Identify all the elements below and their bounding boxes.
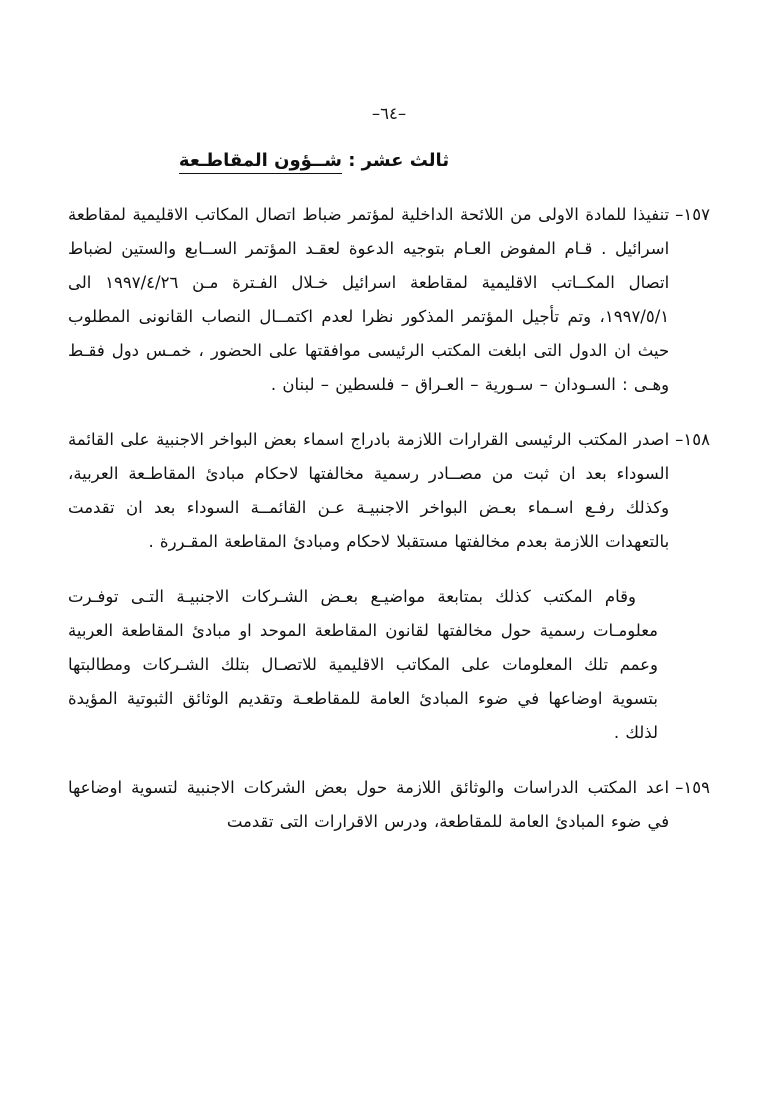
paragraph-number: ١٥٨–: [675, 430, 710, 449]
paragraph-number: ١٥٩–: [675, 778, 710, 797]
paragraph-text: اعد المكتب الدراسات والوثائق اللازمة حول بعض الشركات الاجنبية لتسوية اوضاعها في ضوء المبادئ العامة للمقاطعة، ودرس الاقرارات التى تقدمت: [68, 778, 670, 831]
paragraph-158-continuation: [68, 580, 658, 750]
section-heading: [68, 150, 710, 174]
page-content: [68, 150, 710, 860]
paragraph-159: [68, 771, 710, 839]
page-number: –٦٤–: [371, 104, 407, 123]
paragraph-157: [68, 198, 710, 402]
paragraph-text: اصدر المكتب الرئيسى القرارات اللازمة بادراج اسماء بعض البواخر الاجنبية على القائمة السوداء بعد ان ثبت من مصــادر رسمية مخالفتها لاحكام مبادئ المقاطـعة العربية، وكذلك رفـع اسـماء بعـض البواخر الاجنبيـة عـن القائمــة السوداء بعد ان تقدمت بالتعهدات اللازمة بعدم مخالفتها مستقبلا لاحكام ومبادئ المقاطعة المقـررة .: [68, 430, 670, 551]
paragraph-number: ١٥٧–: [675, 205, 710, 224]
paragraph-text: تنفيذا للمادة الاولى من اللائحة الداخلية لمؤتمر ضباط اتصال المكاتب الاقليمية لمقاطعة اسرائيل . قـام المفوض العـام بتوجيه الدعوة لعقـد المؤتمر الســابع والستين لضباط اتصال المكــاتب الاقليمية لمقاطعة اسرائيل خـلال الفـترة مـن ١٩٩٧/٤/٢٦ الى ١٩٩٧/٥/١، وتم تأجيل المؤتمر المذكور نظرا لعدم اكتمــال النصاب القانونى المطلوب حيث ان الدول التى ابلغت المكتب الرئيسى موافقتها على الحضور ، خمـس دول فقـط وهـى : السـودان – سـورية – العـراق – فلسطين – لبنان .: [68, 205, 670, 394]
paragraph-text: وقام المكتب كذلك بمتابعة مواضيـع بعـض الشـركات الاجنبيـة التـى توفـرت معلومـات رسمية حول مخالفتها لقانون المقاطعة الموحد او مبادئ المقاطعة العربية وعمم تلك المعلومات على المكاتب الاقليمية للاتصـال بتلك الشـركات ومطالبتها بتسوية اوضاعها في ضوء المبادئ العامة للمقاطعـة وتقديم الوثائق الثبوتية المؤيدة لذلك .: [68, 587, 658, 742]
paragraph-158: [68, 423, 710, 559]
section-heading-title: شــؤون المقاطـعة: [179, 150, 342, 174]
section-heading-prefix: ثالث عشر :: [341, 150, 450, 171]
